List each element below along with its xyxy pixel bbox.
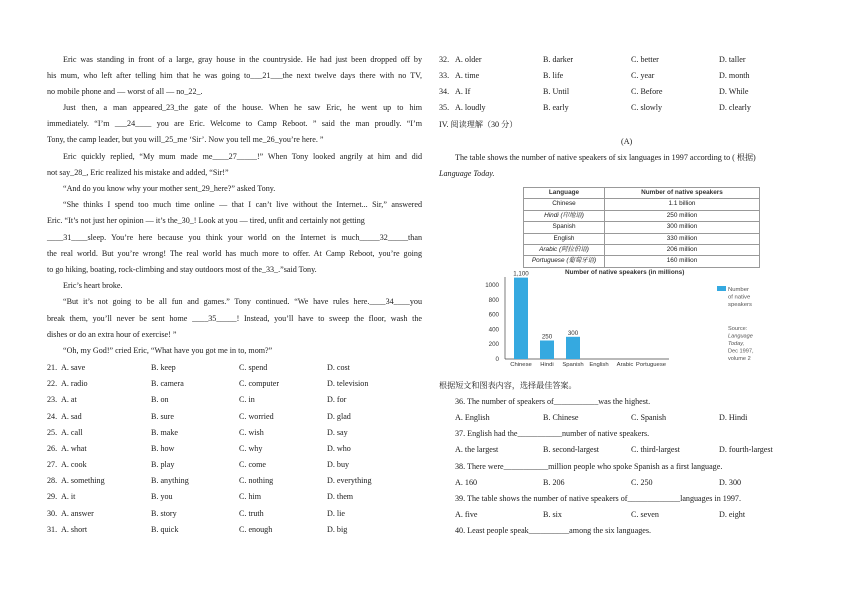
passage-line: Tony, the camp leader, but you will_25_me ‘Sir’. Now you tell me_26_you’re here. ” <box>47 135 324 144</box>
option-d: D. fourth-largest <box>719 445 773 454</box>
y-tick-label: 1000 <box>485 282 499 289</box>
passage-line: “But it’s not going to be all fun and games.” Tony continued. “We have rules here.____34____you <box>63 297 422 306</box>
question-number: 25. <box>47 428 58 437</box>
option-b: B. play <box>151 460 175 469</box>
bar <box>566 337 580 359</box>
passage-line: Just then, a man appeared_23_the gate of the house. When he saw Eric, he went up to him <box>63 103 422 112</box>
table-header: Language <box>524 188 605 199</box>
legend-swatch <box>717 286 726 291</box>
data-label: 300 <box>567 329 579 337</box>
option-c: C. come <box>239 460 266 469</box>
x-tick-label: Chinese <box>510 362 532 368</box>
legend-line: of native <box>728 294 751 301</box>
legend-line: Number <box>728 287 749 293</box>
table-header: Number of native speakers <box>605 188 760 199</box>
option-a: A. sad <box>61 412 82 421</box>
option-a: A. older <box>455 55 482 64</box>
passage-line: immediately. “I’m ___24____ you are Eric. Welcome to Camp Reboot. ” said the man proudly. “I’m <box>47 119 422 128</box>
option-d: D. television <box>327 379 369 388</box>
option-b: B. Chinese <box>543 413 579 422</box>
table-cell: 330 million <box>605 233 760 244</box>
option-row <box>439 88 809 98</box>
option-d: D. for <box>327 395 347 404</box>
option-c: C. why <box>239 444 263 453</box>
option-row <box>47 477 422 487</box>
option-b: B. darker <box>543 55 574 64</box>
option-c: C. truth <box>239 509 264 518</box>
table-cell: 300 million <box>605 222 760 233</box>
option-row <box>439 479 809 489</box>
intro-line: The table shows the number of native speakers of six languages in 1997 according to ( 根据) <box>455 153 756 162</box>
option-c: C. nothing <box>239 476 274 485</box>
option-row <box>439 511 809 521</box>
option-a: A. time <box>455 71 480 80</box>
option-a: A. cook <box>61 460 87 469</box>
question-number: 27. <box>47 460 58 469</box>
option-row <box>439 56 809 66</box>
y-tick-label: 200 <box>488 341 499 349</box>
option-a: A. radio <box>61 379 88 388</box>
passage-line: to go hiking, boating, rock-climbing and stay outdoors most of the_33_.”said Tony. <box>47 265 317 274</box>
option-d: D. Hindi <box>719 413 748 422</box>
speakers-bar-chart <box>467 266 767 376</box>
option-c: C. spend <box>239 363 268 372</box>
option-a: A. loudly <box>455 103 486 112</box>
option-b: B. camera <box>151 379 184 388</box>
question-stem: 39. The table shows the number of native speakers of_____________languages in 1997. <box>455 494 741 503</box>
option-d: D. 300 <box>719 478 742 487</box>
option-c: C. enough <box>239 525 273 534</box>
passage-line: the real world. But you’re wrong! The real world has much more to offer. At Camp Reboot, you’re going <box>47 249 422 258</box>
option-d: D. month <box>719 71 750 80</box>
option-a: A. something <box>61 476 105 485</box>
option-d: D. glad <box>327 412 351 421</box>
option-b: B. sure <box>151 412 174 421</box>
section-heading: IV. 阅读理解（30 分） <box>439 120 518 129</box>
x-tick-label: English <box>589 362 609 368</box>
option-b: B. six <box>543 510 562 519</box>
option-b: B. life <box>543 71 564 80</box>
option-c: C. year <box>631 71 655 80</box>
option-a: A. the largest <box>455 445 499 454</box>
option-a: A. five <box>455 510 478 519</box>
y-tick-label: 800 <box>488 296 499 304</box>
table-cell: 250 million <box>605 210 760 221</box>
option-b: B. how <box>151 444 175 453</box>
option-b: B. 206 <box>543 478 565 487</box>
table-header-row <box>524 188 760 199</box>
question-number: 29. <box>47 492 58 501</box>
option-c: C. wish <box>239 428 264 437</box>
intro-source: Language Today. <box>439 169 495 178</box>
question-number: 22. <box>47 379 58 388</box>
question-stem: 37. English had the___________number of native speakers. <box>455 429 650 438</box>
option-row <box>47 413 422 423</box>
option-d: D. clearly <box>719 103 751 112</box>
option-c: C. seven <box>631 510 659 519</box>
question-number: 33. <box>439 71 450 80</box>
option-a: A. it <box>61 492 76 501</box>
passage-line: dishes or do an extra hour of exercise! ” <box>47 330 177 339</box>
passage-line: “And do you know why your mother sent_29_here?” asked Tony. <box>63 184 276 193</box>
option-b: B. Until <box>543 87 570 96</box>
y-tick-label: 400 <box>488 326 499 334</box>
option-b: B. second-largest <box>543 445 600 454</box>
table-row <box>524 222 760 233</box>
y-tick-label: 600 <box>488 311 499 319</box>
option-a: A. at <box>61 395 77 404</box>
data-label: 1,100 <box>513 270 529 278</box>
option-a: A. save <box>61 363 86 372</box>
option-c: C. Before <box>631 87 663 96</box>
option-row <box>47 445 422 455</box>
table-row <box>524 233 760 244</box>
data-label: 250 <box>541 333 553 341</box>
table-cell: Spanish <box>524 222 605 233</box>
option-row <box>47 461 422 471</box>
passage-line: Eric’s heart broke. <box>63 281 123 290</box>
option-b: B. anything <box>151 476 189 485</box>
bar <box>540 341 554 360</box>
option-c: C. computer <box>239 379 280 388</box>
table-cell: 206 million <box>605 244 760 255</box>
source-line: Source: <box>728 326 748 332</box>
legend-line: speakers <box>728 302 752 308</box>
x-tick-label: Portuguese <box>635 362 667 368</box>
table-cell: English <box>524 233 605 244</box>
speakers-table <box>523 187 760 268</box>
option-row <box>47 510 422 520</box>
question-number: 35. <box>439 103 450 112</box>
option-a: A. answer <box>61 509 94 518</box>
question-number: 24. <box>47 412 58 421</box>
option-c: C. slowly <box>631 103 663 112</box>
table-cell: 1.1 billion <box>605 199 760 210</box>
question-number: 28. <box>47 476 58 485</box>
option-b: B. story <box>151 509 177 518</box>
passage-line: Eric. “It’s not just her opinion — it’s the_30_! Look at you — tired, unfit and certainly not getting <box>47 216 365 225</box>
option-d: D. big <box>327 525 348 534</box>
source-line: Today, <box>728 341 745 347</box>
source-line: Dec 1997, <box>728 348 754 355</box>
passage-line: “Oh, my God!” cried Eric, “What have you got me in to, mom?” <box>63 346 273 355</box>
table-row <box>524 244 760 255</box>
bar <box>514 278 528 359</box>
passage-line: Eric quickly replied, “My mum made me____27_____!” When Tony looked angrily at him and did <box>63 152 422 161</box>
question-number: 26. <box>47 444 58 453</box>
option-a: A. English <box>455 413 490 422</box>
option-b: B. make <box>151 428 178 437</box>
option-row <box>439 72 809 82</box>
option-row <box>47 364 422 374</box>
question-number: 34. <box>439 87 450 96</box>
option-c: C. in <box>239 395 255 404</box>
option-c: C. Spanish <box>631 413 667 422</box>
option-d: D. who <box>327 444 351 453</box>
passage-line: Eric was standing in front of a large, gray house in the countryside. He had just been dropped off by <box>63 55 422 64</box>
chart-title: Number of native speakers (in millions) <box>565 269 685 276</box>
question-number: 31. <box>47 525 58 534</box>
option-b: B. quick <box>151 525 179 534</box>
option-c: C. 250 <box>631 478 653 487</box>
option-row <box>47 429 422 439</box>
option-a: A. what <box>61 444 87 453</box>
passage-line: his mum, who left after telling him that he was going to___21___the next twelve days there with no TV, <box>47 71 422 80</box>
option-c: C. him <box>239 492 262 501</box>
passage-line: “She thinks I spend too much time online — that I can’t live without the Internet... Sir,” answered <box>63 200 422 209</box>
passage-line: no mobile phone and — worst of all — no_22_. <box>47 87 203 96</box>
option-row <box>47 380 422 390</box>
x-tick-label: Hindi <box>540 362 554 368</box>
question-stem: 36. The number of speakers of___________was the highest. <box>455 397 651 406</box>
option-b: B. keep <box>151 363 176 372</box>
option-row <box>439 104 809 114</box>
table-cell: Chinese <box>524 199 605 210</box>
option-d: D. say <box>327 428 348 437</box>
legend-label <box>728 287 752 308</box>
option-d: D. cost <box>327 363 350 372</box>
passage-line: ____31____sleep. You’re here because you think your world on the Internet is much_____32_____than <box>47 233 422 242</box>
chart-source <box>728 326 754 362</box>
option-d: D. lie <box>327 509 345 518</box>
option-d: D. everything <box>327 476 372 485</box>
option-b: B. early <box>543 103 569 112</box>
option-c: C. third-largest <box>631 445 680 454</box>
option-d: D. While <box>719 87 749 96</box>
option-a: A. call <box>61 428 83 437</box>
option-row <box>439 446 809 456</box>
question-number: 21. <box>47 363 58 372</box>
passage-line: break them, you’ll never be sent home ____35_____! Instead, you’ll have to sweep the floor, wash the <box>47 314 422 323</box>
y-tick-label: 0 <box>495 356 499 363</box>
question-number: 23. <box>47 395 58 404</box>
question-stem: 38. There were___________million people who spoke Spanish as a first language. <box>455 462 723 471</box>
option-row <box>439 414 809 424</box>
source-line: Language <box>728 333 753 340</box>
option-d: D. eight <box>719 510 746 519</box>
table-cell: Hindi (印地语) <box>524 210 605 221</box>
part-label: (A) <box>621 137 633 146</box>
option-a: A. 160 <box>455 478 478 487</box>
passage-line: not say_28_, Eric realized his mistake and added, “Sir!” <box>47 168 229 177</box>
option-c: C. better <box>631 55 659 64</box>
option-b: B. you <box>151 492 173 501</box>
option-d: D. them <box>327 492 354 501</box>
question-stem: 40. Least people speak__________among the six languages. <box>455 526 652 535</box>
option-a: A. If <box>455 87 471 96</box>
question-number: 30. <box>47 509 58 518</box>
instruction: 根据短文和图表内容，选择最佳答案。 <box>439 381 577 390</box>
table-row <box>524 199 760 210</box>
option-d: D. buy <box>327 460 350 469</box>
source-line: volume 2 <box>728 356 751 362</box>
question-number: 32. <box>439 55 450 64</box>
option-a: A. short <box>61 525 88 534</box>
table-cell: 160 million <box>605 256 760 267</box>
option-d: D. taller <box>719 55 746 64</box>
option-row <box>47 396 422 406</box>
option-c: C. worried <box>239 412 274 421</box>
option-row <box>47 493 422 503</box>
table-cell: Arabic (阿拉伯语) <box>524 244 605 255</box>
option-b: B. on <box>151 395 169 404</box>
table-row <box>524 210 760 221</box>
x-tick-label: Spanish <box>562 362 584 368</box>
x-tick-label: Arabic <box>616 362 634 368</box>
option-row <box>47 526 422 536</box>
table-cell: Portuguese (葡萄牙语) <box>524 256 605 267</box>
